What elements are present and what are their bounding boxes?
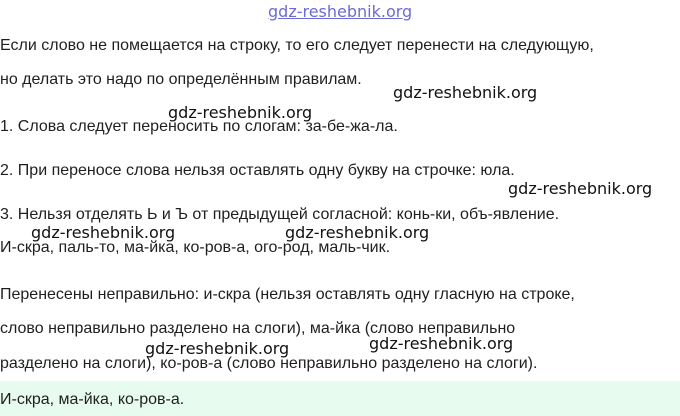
watermark: gdz-reshebnik.org xyxy=(285,223,430,242)
rule-3: 3. Нельзя отделять Ь и Ъ от предыдущей согласной: конь-ки, объ-явление. xyxy=(0,206,560,223)
intro-line-2: но делать это надо по определённым правилам. xyxy=(0,71,362,88)
intro-line-1: Если слово не помещается на строку, то его следует перенести на следующую, xyxy=(0,37,594,54)
rule-2: 2. При переносе слова нельзя оставлять одну букву на строчке: юла. xyxy=(0,162,515,179)
watermark-top-link[interactable]: gdz-reshebnik.org xyxy=(268,2,413,21)
watermark: gdz-reshebnik.org xyxy=(508,179,653,198)
watermark: gdz-reshebnik.org xyxy=(145,339,290,358)
explanation-line-3: разделено на слоги), ко-ров-а (слово неправильно разделено на слоги). xyxy=(0,355,538,372)
watermark: gdz-reshebnik.org xyxy=(369,334,514,353)
watermark: gdz-reshebnik.org xyxy=(168,103,313,122)
explanation-line-2: слово неправильно разделено на слоги), ма-йка (слово неправильно xyxy=(0,320,516,337)
answer-text: И-скра, ма-йка, ко-ров-а. xyxy=(0,391,185,408)
explanation-line-1: Перенесены неправильно: и-скра (нельзя оставлять одну гласную на строке, xyxy=(0,286,575,303)
watermark: gdz-reshebnik.org xyxy=(31,223,176,242)
rule-1: 1. Слова следует переносить по слогам: за-бе-жа-ла. xyxy=(0,118,398,135)
watermark: gdz-reshebnik.org xyxy=(393,83,538,102)
examples-line: И-скра, паль-то, ма-йка, ко-ров-а, ого-род, маль-чик. xyxy=(0,239,391,256)
